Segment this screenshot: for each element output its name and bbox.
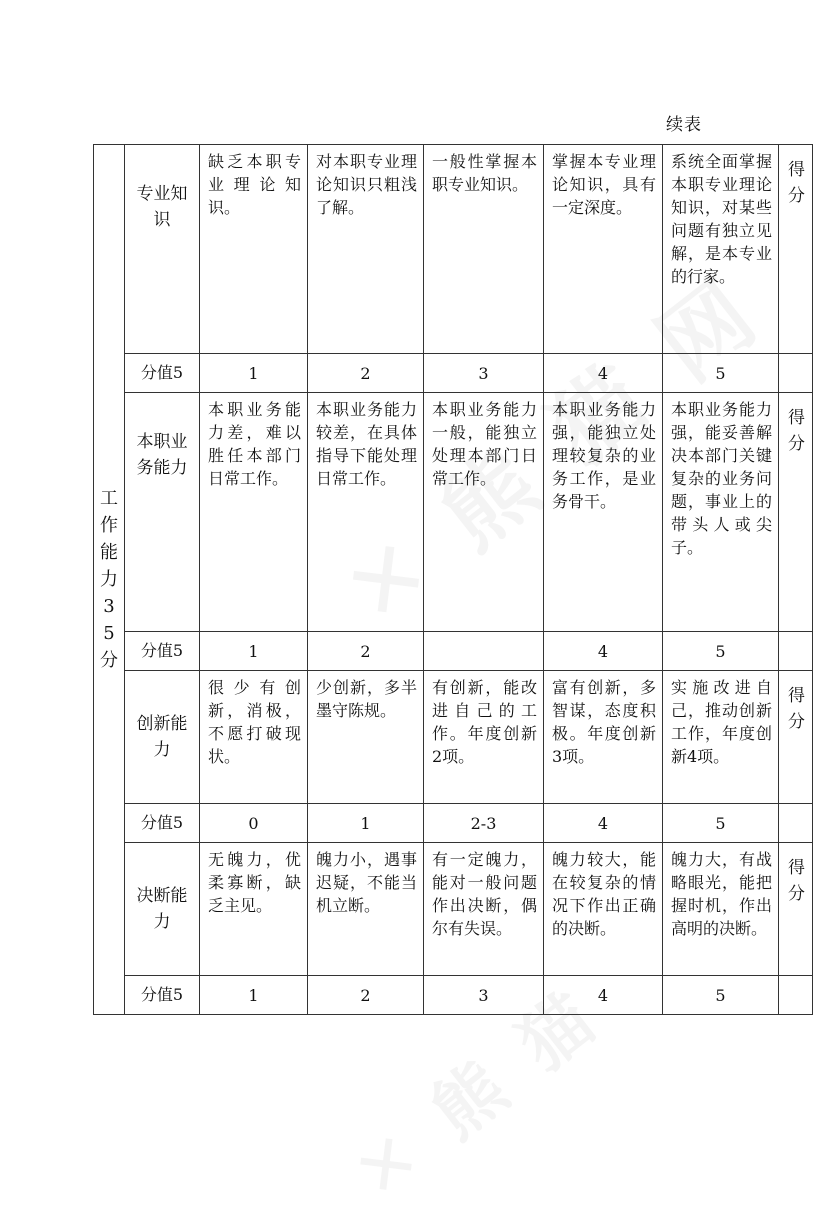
level-text: 富有创新，多智谋，态度积极。年度创新3项。 xyxy=(552,678,656,766)
value-row-label: 分值5 xyxy=(125,632,200,671)
level-text: 本职业务能力强，能妥善解决本部门关键复杂的业务问题，事业上的带头人或尖子。 xyxy=(671,400,772,557)
score-label: 得分 xyxy=(788,408,805,454)
item-cell xyxy=(125,145,200,354)
level-text: 有创新，能改进自己的工作。年度创新2项。 xyxy=(432,678,537,766)
value-cell: 4 xyxy=(544,354,663,393)
level-text: 本职业务能力差，难以胜任本部门日常工作。 xyxy=(208,400,301,488)
value-cell: 4 xyxy=(544,976,663,1015)
score-cell xyxy=(779,145,813,354)
value-cell: 5 xyxy=(663,804,779,843)
level-text: 魄力较大，能在较复杂的情况下作出正确的决断。 xyxy=(552,850,656,938)
value-cell-empty xyxy=(779,354,813,393)
continued-label: 续表 xyxy=(666,115,702,135)
value-row xyxy=(94,354,813,393)
value-cell: 1 xyxy=(200,976,308,1015)
level-cell xyxy=(200,843,308,976)
item-cell xyxy=(125,393,200,632)
category-label: 工作能力35分 xyxy=(100,488,118,671)
level-cell xyxy=(544,145,663,354)
value-cell: 2 xyxy=(308,354,424,393)
score-label: 得分 xyxy=(788,160,805,206)
value-cell-empty xyxy=(779,976,813,1015)
level-cell xyxy=(544,393,663,632)
score-cell xyxy=(779,843,813,976)
level-text: 无魄力，优柔寡断，缺乏主见。 xyxy=(208,850,301,915)
level-cell xyxy=(424,145,544,354)
table-row xyxy=(94,843,813,976)
value-row-label: 分值5 xyxy=(125,976,200,1015)
level-cell xyxy=(663,843,779,976)
level-cell xyxy=(200,145,308,354)
level-cell xyxy=(200,671,308,804)
level-cell xyxy=(308,671,424,804)
level-cell xyxy=(544,671,663,804)
level-text: 本职业务能力一般，能独立处理本部门日常工作。 xyxy=(432,400,537,488)
score-cell xyxy=(779,671,813,804)
level-cell xyxy=(663,145,779,354)
level-text: 魄力小，遇事迟疑，不能当机立断。 xyxy=(316,850,417,915)
level-cell xyxy=(424,843,544,976)
table-row xyxy=(94,671,813,804)
level-cell xyxy=(544,843,663,976)
value-row xyxy=(94,632,813,671)
level-text: 本职业务能力强，能独立处理较复杂的业务工作，是业务骨干。 xyxy=(552,400,656,511)
evaluation-table xyxy=(93,144,813,1015)
item-label: 专业知识 xyxy=(136,184,188,230)
value-cell: 4 xyxy=(544,632,663,671)
level-text: 系统全面掌握本职专业理论知识，对某些问题有独立见解，是本专业的行家。 xyxy=(671,152,772,286)
item-label: 决断能力 xyxy=(136,886,188,932)
value-cell: 1 xyxy=(308,804,424,843)
level-text: 少创新，多半墨守陈规。 xyxy=(316,678,417,720)
level-text: 一般性掌握本职专业知识。 xyxy=(432,152,537,194)
value-row xyxy=(94,976,813,1015)
value-cell: 2 xyxy=(308,632,424,671)
level-cell xyxy=(200,393,308,632)
item-label: 本职业务能力 xyxy=(136,432,188,478)
category-cell xyxy=(94,145,125,1015)
value-cell: 4 xyxy=(544,804,663,843)
level-cell xyxy=(424,671,544,804)
table-row xyxy=(94,145,813,354)
value-cell-empty xyxy=(779,632,813,671)
level-cell xyxy=(663,393,779,632)
level-cell xyxy=(663,671,779,804)
score-cell xyxy=(779,393,813,632)
score-label: 得分 xyxy=(788,686,805,732)
level-text: 很少有创新，消极，不愿打破现状。 xyxy=(208,678,301,766)
level-text: 掌握本专业理论知识，具有一定深度。 xyxy=(552,152,656,217)
value-cell: 2-3 xyxy=(424,804,544,843)
item-cell xyxy=(125,843,200,976)
value-cell: 5 xyxy=(663,632,779,671)
value-cell: 5 xyxy=(663,976,779,1015)
value-cell-empty xyxy=(779,804,813,843)
level-cell xyxy=(308,843,424,976)
level-cell xyxy=(308,145,424,354)
value-cell: 5 xyxy=(663,354,779,393)
value-cell: 3 xyxy=(424,354,544,393)
value-cell xyxy=(424,632,544,671)
value-cell: 0 xyxy=(200,804,308,843)
value-cell: 1 xyxy=(200,632,308,671)
level-cell xyxy=(424,393,544,632)
value-cell: 3 xyxy=(424,976,544,1015)
value-row xyxy=(94,804,813,843)
score-label: 得分 xyxy=(788,858,805,904)
item-label: 创新能力 xyxy=(136,714,188,760)
level-text: 对本职专业理论知识只粗浅了解。 xyxy=(316,152,417,217)
value-cell: 1 xyxy=(200,354,308,393)
level-cell xyxy=(308,393,424,632)
table-row xyxy=(94,393,813,632)
level-text: 实施改进自己，推动创新工作，年度创新4项。 xyxy=(671,678,772,766)
level-text: 本职业务能力较差，在具体指导下能处理日常工作。 xyxy=(316,400,417,488)
level-text: 有一定魄力，能对一般问题作出决断，偶尔有失误。 xyxy=(432,850,537,938)
value-row-label: 分值5 xyxy=(125,804,200,843)
value-cell: 2 xyxy=(308,976,424,1015)
value-row-label: 分值5 xyxy=(125,354,200,393)
level-text: 缺乏本职专业理论知识。 xyxy=(208,152,301,217)
level-text: 魄力大，有战略眼光，能把握时机，作出高明的决断。 xyxy=(671,850,772,938)
item-cell xyxy=(125,671,200,804)
